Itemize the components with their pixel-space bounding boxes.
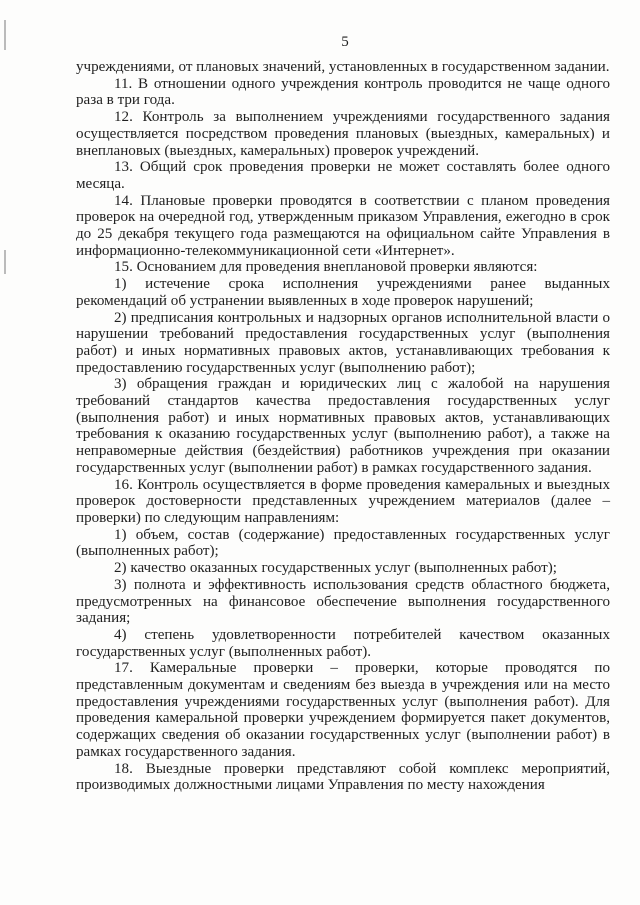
paragraph-13: 13. Общий срок проведения проверки не может составлять более одного месяца.	[76, 159, 610, 192]
paragraph-continuation: учреждениями, от плановых значений, установленных в государственном задании.	[76, 59, 610, 75]
paragraph-16-item-4: 4) степень удовлетворенности потребителей качеством оказанных государственных услуг (выполненных работ).	[76, 626, 610, 660]
scan-margin-mark	[4, 250, 6, 274]
paragraph-18: 18. Выездные проверки представляют собой комплекс мероприятий, производимых должностными лицами Управления по месту нахождения	[76, 760, 610, 794]
page-number: 5	[341, 34, 349, 50]
paragraph-14: 14. Плановые проверки проводятся в соответствии с планом проведения проверок на очередной год, утвержденным приказом Управления, ежегодно в срок до 25 декабря текущего года размещаются на официальном сайте Управления в информационно-телекоммуникационной сети «Интернет».	[76, 192, 610, 259]
paragraph-16-item-3: 3) полнота и эффективность использования средств областного бюджета, предусмотренных на финансовое обеспечение выполнения государственного задания;	[76, 576, 610, 627]
paragraph-11: 11. В отношении одного учреждения контроль проводится не чаще одного раза в три года.	[76, 75, 610, 109]
paragraph-12: 12. Контроль за выполнением учреждениями государственного задания осуществляется посредством проведения плановых (выездных, камеральных) и внеплановых (выездных, камеральных) проверок учреждений.	[76, 109, 610, 159]
document-body	[76, 59, 610, 794]
paragraph-16-item-2: 2) качество оказанных государственных услуг (выполненных работ);	[114, 560, 557, 577]
paragraph-15-item-2: 2) предписания контрольных и надзорных органов исполнительной власти о нарушении требований предоставления государственных услуг (выполнения работ) и иных нормативных правовых актов, устанавливающих требования к предоставлению государственных услуг (выполнению работ);	[76, 309, 610, 376]
paragraph-15: 15. Основанием для проведения внеплановой проверки являются:	[114, 259, 538, 276]
paragraph-15-item-3: 3) обращения граждан и юридических лиц с жалобой на нарушения требований стандартов качества предоставления государственных услуг (выполнения работ) и иных нормативных правовых актов, устанавливающих требования к оказанию государственных услуг (выполнению работ), а также на неправомерные действия (бездействия) работников учреждения при оказании государственных услуг (выполнении работ) в рамках государственного задания.	[76, 376, 610, 476]
paragraph-15-item-1: 1) истечение срока исполнения учреждениями ранее выданных рекомендаций об устранении выявленных в ходе проверок нарушений;	[76, 276, 610, 309]
paragraph-17: 17. Камеральные проверки – проверки, которые проводятся по представленным документам и сведениям без выезда в учреждения или на место предоставления учреждениями государственных услуг (выполнения работ). Для проведения камеральной проверки учреждением формируется пакет документов, содержащих сведения об оказании государственных услуг (выполнении работ) в рамках государственного задания.	[76, 660, 610, 760]
paragraph-16-item-1: 1) объем, состав (содержание) предоставленных государственных услуг (выполненных работ);	[76, 526, 610, 560]
paragraph-16: 16. Контроль осуществляется в форме проведения камеральных и выездных проверок достоверности представленных учреждением материалов (далее – проверки) по следующим направлениям:	[76, 476, 610, 526]
